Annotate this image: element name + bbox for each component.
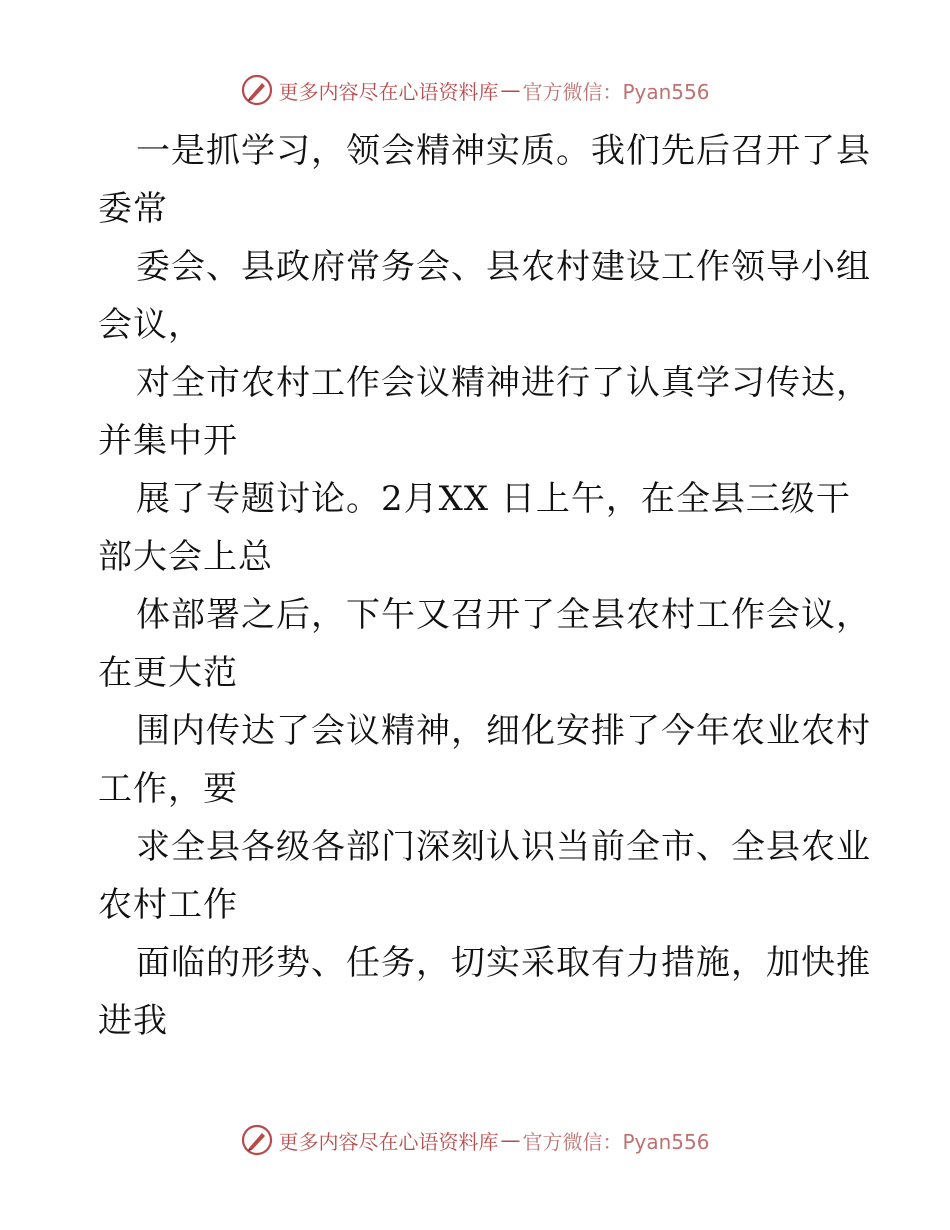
text-line: 围内传达了会议精神，细化安排了今年农业农村 [136, 711, 871, 751]
text-line: 工作，要 [98, 769, 238, 809]
banner-wechat-text: 官方微信：Pyan556 [522, 79, 710, 104]
banner-main-text: 更多内容尽在心语资料库 [278, 79, 499, 104]
text-line: 农村工作 [98, 885, 238, 925]
text-line: 委会、县政府常务会、县农村建设工作领导小组 [136, 247, 871, 287]
pen-logo-icon [240, 73, 274, 107]
text-line: 展了专题讨论。2月XX 日上午，在全县三级干 [136, 479, 851, 519]
text-line: 会议， [98, 305, 203, 345]
text-line: 对全市农村工作会议精神进行了认真学习传达， [136, 363, 871, 403]
text-line: 面临的形势、任务，切实采取有力措施，加快推 [136, 943, 871, 983]
text-line: 求全县各级各部门深刻认识当前全市、全县农业 [136, 827, 871, 867]
header-banner [0, 70, 950, 110]
text-line: 进我 [98, 1001, 168, 1041]
footer-banner [0, 1120, 950, 1160]
text-line: 在更大范 [98, 653, 238, 693]
text-line: 部大会上总 [98, 537, 273, 577]
banner-wechat-text: 官方微信：Pyan556 [522, 1129, 710, 1154]
banner-separator: — [500, 1128, 521, 1152]
text-line: 委常 [98, 189, 168, 229]
text-line: 并集中开 [98, 421, 238, 461]
text-line: 体部署之后，下午又召开了全县农村工作会议， [136, 595, 871, 635]
body-text [98, 122, 871, 1050]
pen-logo-icon [240, 1123, 274, 1157]
text-line: 一是抓学习，领会精神实质。我们先后召开了县 [136, 131, 871, 171]
banner-separator: — [500, 78, 521, 102]
banner-main-text: 更多内容尽在心语资料库 [278, 1129, 499, 1154]
